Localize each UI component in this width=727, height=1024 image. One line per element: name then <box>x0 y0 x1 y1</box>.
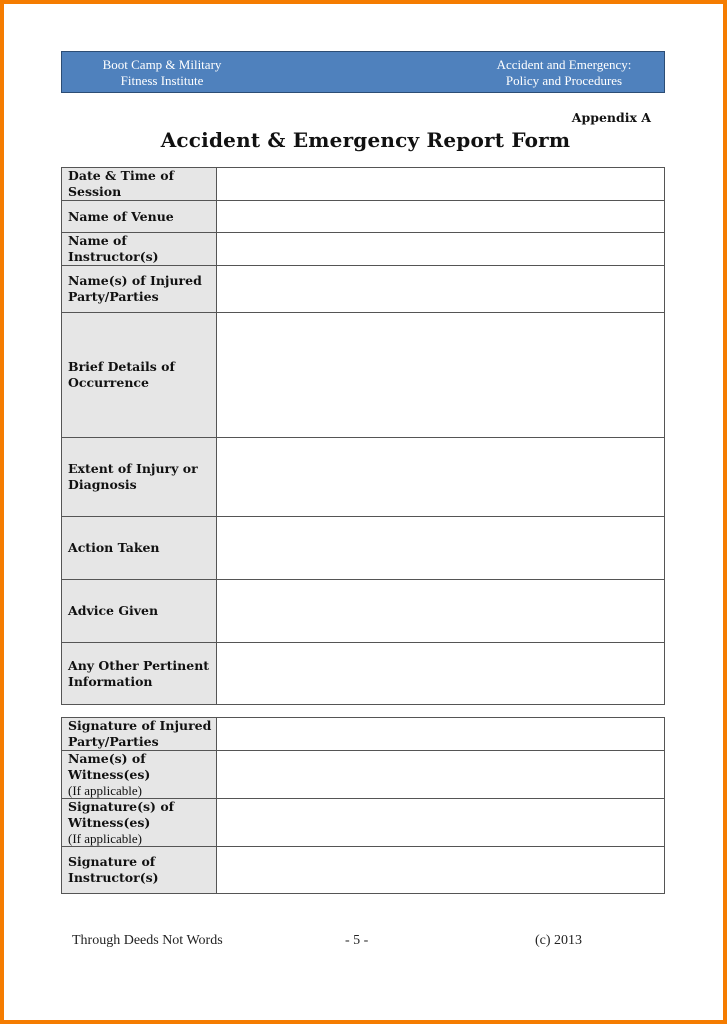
page-number: - 5 - <box>345 933 369 948</box>
injured-signature-field[interactable] <box>217 718 665 751</box>
org-line-2: Fitness Institute <box>120 73 204 88</box>
field-label <box>62 799 217 847</box>
table-row <box>62 718 665 751</box>
page-title: Accident & Emergency Report Form <box>160 128 571 152</box>
table-row <box>62 233 665 266</box>
field-label: Date & Time of Session <box>62 168 217 201</box>
field-label: Any Other Pertinent Information <box>62 643 217 705</box>
appendix-label: Appendix A <box>571 110 651 125</box>
label-text: Signature of Instructor(s) <box>68 854 159 885</box>
header-banner <box>61 51 665 93</box>
doc-line-1: Accident and Emergency: <box>496 57 632 72</box>
field-label: Name of Venue <box>62 201 217 233</box>
field-label: Brief Details of Occurrence <box>62 313 217 438</box>
label-note: (If applicable) <box>68 783 142 798</box>
other-info-field[interactable] <box>217 643 665 705</box>
injury-extent-field[interactable] <box>217 438 665 517</box>
field-label: Name of Instructor(s) <box>62 233 217 266</box>
signatures-table <box>61 717 665 894</box>
footer-motto: Through Deeds Not Words <box>72 933 223 948</box>
label-text: Signature(s) of Witness(es) <box>68 799 175 830</box>
advice-given-field[interactable] <box>217 580 665 643</box>
doc-line-2: Policy and Procedures <box>505 73 623 88</box>
instructor-field[interactable] <box>217 233 665 266</box>
witness-names-field[interactable] <box>217 751 665 799</box>
org-line-1: Boot Camp & Military <box>102 57 222 72</box>
table-row <box>62 643 665 705</box>
table-row <box>62 847 665 894</box>
field-label: Extent of Injury or Diagnosis <box>62 438 217 517</box>
venue-field[interactable] <box>217 201 665 233</box>
table-row <box>62 168 665 201</box>
witness-signatures-field[interactable] <box>217 799 665 847</box>
table-row <box>62 201 665 233</box>
instructor-signature-field[interactable] <box>217 847 665 894</box>
table-row <box>62 799 665 847</box>
organization-name <box>62 57 262 89</box>
field-label <box>62 847 217 894</box>
injured-party-field[interactable] <box>217 266 665 313</box>
table-row <box>62 580 665 643</box>
table-row <box>62 751 665 799</box>
label-text: Signature of Injured Party/Parties <box>68 718 212 749</box>
footer-copyright: (c) 2013 <box>535 933 583 948</box>
action-taken-field[interactable] <box>217 517 665 580</box>
table-row <box>62 438 665 517</box>
field-label: Name(s) of Injured Party/Parties <box>62 266 217 313</box>
table-row <box>62 266 665 313</box>
label-note: (If applicable) <box>68 831 142 846</box>
field-label: Action Taken <box>62 517 217 580</box>
date-time-field[interactable] <box>217 168 665 201</box>
document-name <box>464 57 664 89</box>
field-label: Advice Given <box>62 580 217 643</box>
occurrence-details-field[interactable] <box>217 313 665 438</box>
table-row <box>62 517 665 580</box>
label-text: Name(s) of Witness(es) <box>68 751 151 782</box>
field-label <box>62 751 217 799</box>
incident-details-table <box>61 167 665 705</box>
table-row <box>62 313 665 438</box>
field-label <box>62 718 217 751</box>
